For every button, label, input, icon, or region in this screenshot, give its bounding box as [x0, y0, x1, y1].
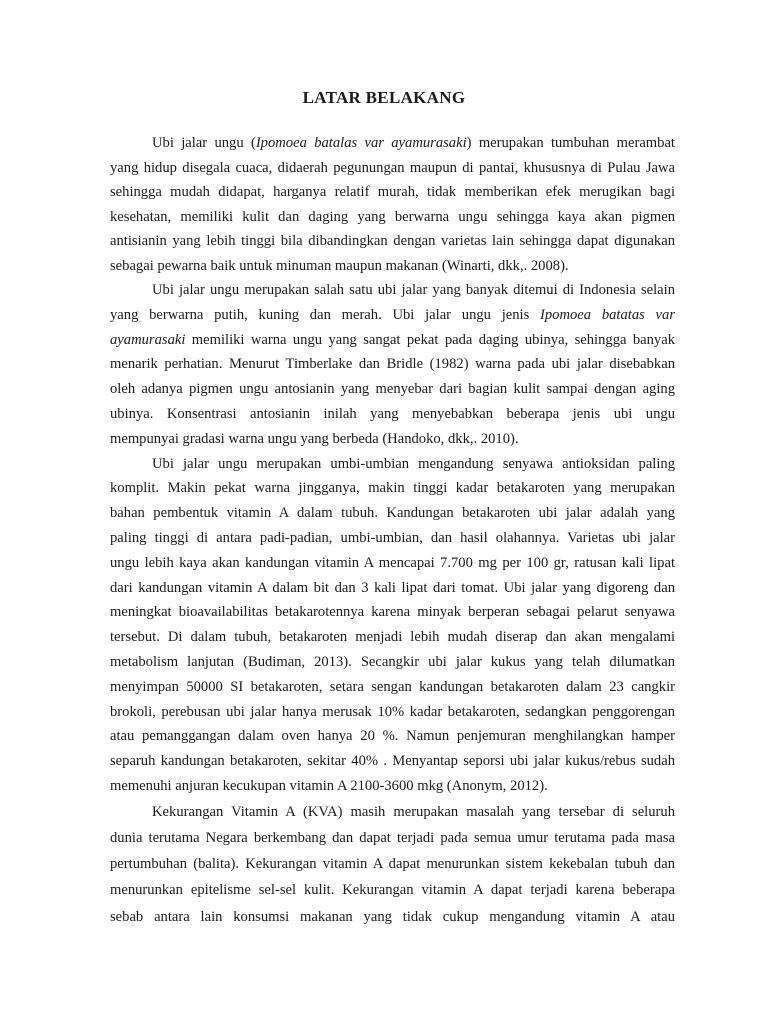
- paragraph-3: [110, 452, 675, 799]
- text-segment: Kekurangan Vitamin A (KVA) masih merupakan masalah yang tersebar di seluruh: [152, 803, 675, 820]
- text-segment: kesehatan, memiliki kulit dan daging yang berwarna ungu sehingga kaya akan pigmen: [110, 208, 675, 225]
- text-segment: mempunyai gradasi warna ungu yang berbeda (Handoko, dkk,. 2010).: [110, 430, 519, 447]
- text-line: [110, 724, 675, 749]
- text-line: [110, 851, 675, 877]
- text-line: [110, 229, 675, 254]
- text-line: [110, 452, 675, 477]
- text-segment: sebab antara lain konsumsi makanan yang tidak cukup mengandung vitamin A atau: [110, 908, 675, 925]
- text-segment: yang berwarna putih, kuning dan merah. Ubi jalar ungu jenis: [110, 306, 541, 323]
- text-segment: memiliki warna ungu yang sangat pekat pada daging ubinya, sehingga banyak: [185, 331, 675, 348]
- text-line: [110, 205, 675, 230]
- text-segment: ) merupakan tumbuhan merambat: [466, 135, 675, 151]
- text-line: [110, 156, 675, 181]
- text-line: [110, 303, 675, 328]
- text-segment: dari kandungan vitamin A dalam bit dan 3 kali lipat dari tomat. Ubi jalar yang digoreng dan: [110, 579, 675, 596]
- document-body: [110, 131, 675, 930]
- page-title: LATAR BELAKANG: [302, 88, 466, 107]
- text-segment: ubinya. Konsentrasi antosianin inilah yang menyebabkan beberapa jenis ubi ungu: [110, 405, 675, 422]
- text-line: [110, 180, 675, 205]
- text-segment: metabolism lanjutan (Budiman, 2013). Secangkir ubi jalar kukus yang telah dilumatkan: [110, 653, 675, 670]
- text-segment: pertumbuhan (balita). Kekurangan vitamin A dapat menurunkan sistem kekebalan tubuh dan: [110, 856, 675, 873]
- text-line: [110, 904, 675, 930]
- text-line: [110, 278, 675, 303]
- text-segment: dunia terutama Negara berkembang dan dapat terjadi pada semua umur terutama pada masa: [110, 829, 675, 846]
- text-line: [110, 799, 675, 825]
- text-segment: paling tinggi di antara padi-padian, umbi-umbian, dan hasil olahannya. Varietas ubi jalar: [110, 529, 675, 546]
- text-segment: menarik perhatian. Menurut Timberlake dan Bridle (1982) warna pada ubi jalar disebabkan: [110, 356, 675, 373]
- text-line: [110, 600, 675, 625]
- text-line: [110, 352, 675, 377]
- text-line: [110, 501, 675, 526]
- text-line: [110, 377, 675, 402]
- text-segment: sebagai pewarna baik untuk minuman maupun makanan (Winarti, dkk,. 2008).: [110, 257, 569, 274]
- text-segment: yang hidup disegala cuaca, didaerah pegunungan maupun di pantai, khususnya di Pulau Jawa: [110, 159, 675, 176]
- text-line: [110, 427, 675, 452]
- text-line: [110, 749, 675, 774]
- text-segment: oleh adanya pigmen ungu antosianin yang menyebar dari bagian kulit sampai dengan aging: [110, 381, 675, 398]
- text-segment: ungu lebih kaya akan kandungan vitamin A mencapai 7.700 mg per 100 gr, ratusan kali lipat: [110, 554, 675, 571]
- text-line: [110, 131, 675, 156]
- text-segment: Ubi jalar ungu (: [152, 135, 256, 151]
- text-segment: antisianin yang lebih tinggi bila dibandingkan dengan varietas lain sehingga dapat digunakan: [110, 233, 675, 249]
- paragraph-1: [110, 131, 675, 278]
- text-line: [110, 402, 675, 427]
- italic-term: Ipomoea batatas var: [540, 306, 675, 323]
- text-segment: Ubi jalar ungu merupakan umbi-umbian mengandung senyawa antioksidan paling: [152, 455, 675, 472]
- text-line: [110, 675, 675, 700]
- text-segment: tersebut. Di dalam tubuh, betakaroten menjadi lebih mudah diserap dan akan mengalami: [110, 629, 675, 646]
- text-line: [110, 650, 675, 675]
- paragraph-4: [110, 799, 675, 930]
- text-line: [110, 576, 675, 601]
- text-line: [110, 625, 675, 650]
- text-line: [110, 774, 675, 799]
- text-segment: atau pemanggangan dalam oven hanya 20 %. Namun penjemuran menghilangkan hamper: [110, 728, 675, 745]
- text-segment: bahan pembentuk vitamin A dalam tubuh. Kandungan betakaroten ubi jalar adalah yang: [110, 505, 675, 522]
- paragraph-2: [110, 278, 675, 452]
- text-segment: separuh kandungan betakaroten, sekitar 40% . Menyantap seporsi ubi jalar kukus/rebus sudah: [110, 753, 675, 770]
- text-line: [110, 877, 675, 903]
- text-segment: memenuhi anjuran kecukupan vitamin A 2100-3600 mkg (Anonym, 2012).: [110, 777, 548, 794]
- italic-term: Ipomoea batalas var ayamurasaki: [255, 135, 467, 151]
- text-segment: meningkat bioavailabilitas betakarotennya karena minyak berperan sebagai pelarut senyawa: [110, 604, 675, 621]
- italic-term: ayamurasaki: [110, 331, 186, 348]
- text-segment: brokoli, perebusan ubi jalar hanya merusak 10% kadar betakaroten, sedangkan penggorengan: [110, 703, 675, 720]
- text-line: [110, 526, 675, 551]
- text-segment: menurunkan epitelisme sel-sel kulit. Kekurangan vitamin A dapat terjadi karena beberapa: [110, 882, 675, 899]
- text-line: [110, 825, 675, 851]
- text-line: [110, 476, 675, 501]
- text-line: [110, 254, 675, 279]
- text-line: [110, 700, 675, 725]
- text-line: [110, 328, 675, 353]
- text-segment: menyimpan 50000 SI betakaroten, setara sengan kandungan betakaroten dalam 23 cangkir: [110, 678, 675, 695]
- text-segment: sehingga mudah didapat, harganya relatif murah, tidak memberikan efek merugikan bagi: [110, 184, 675, 200]
- text-segment: Ubi jalar ungu merupakan salah satu ubi jalar yang banyak ditemui di Indonesia selain: [152, 282, 675, 298]
- text-segment: komplit. Makin pekat warna jingganya, makin tinggi kadar betakaroten yang merupakan: [110, 480, 675, 497]
- text-line: [110, 551, 675, 576]
